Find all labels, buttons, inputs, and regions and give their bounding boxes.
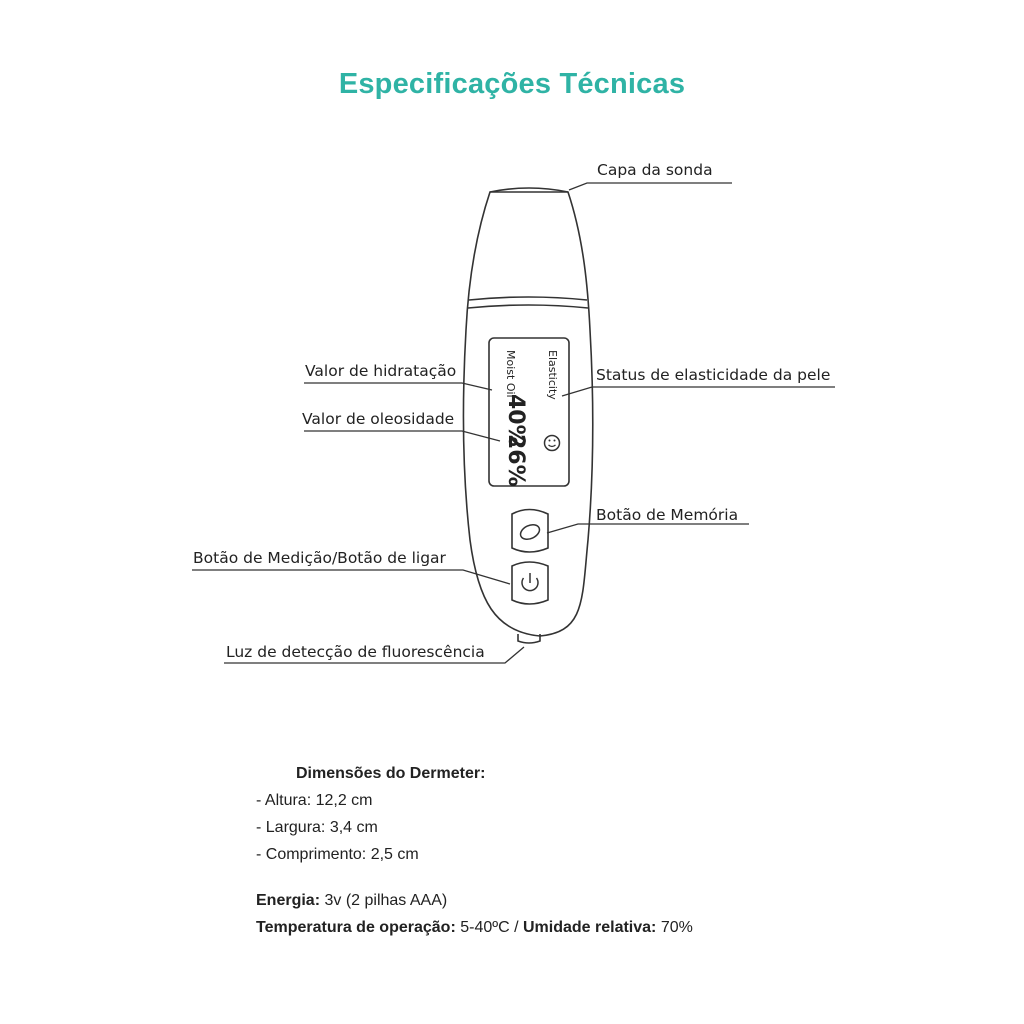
spec-humidity-label: Umidade relativa: <box>522 919 657 936</box>
specs-heading: Dimensões do Dermeter: <box>296 765 486 782</box>
label-power: Botão de Medição/Botão de ligar <box>193 549 446 567</box>
cap-band <box>469 297 587 300</box>
spec-humidity-value: 70% <box>660 919 693 936</box>
spec-item: - Altura: 12,2 cm <box>256 792 373 809</box>
spec-item: - Largura: 3,4 cm <box>256 819 378 836</box>
spec-temp-label: Temperatura de operação: <box>256 919 456 936</box>
power-button <box>512 562 548 604</box>
lcd-moist-oil-label: Moist Oil <box>504 350 517 398</box>
leader-elasticity <box>562 387 835 396</box>
page-title: Especificações Técnicas <box>338 68 686 100</box>
spec-item: - Comprimento: 2,5 cm <box>256 846 419 863</box>
cap-band-lower <box>468 305 588 308</box>
spec-temperature <box>256 914 693 941</box>
lcd-oil-value: 26% <box>503 434 528 487</box>
lcd-elasticity-label: Elasticity <box>546 350 559 400</box>
memory-button <box>512 510 548 553</box>
leader-oiliness <box>304 431 500 441</box>
leader-memory <box>547 524 749 533</box>
label-probe-cap: Capa da sonda <box>597 161 713 179</box>
leader-probe-cap <box>569 183 732 190</box>
spec-temp-value: 5-40ºC / <box>460 919 523 936</box>
label-oiliness: Valor de oleosidade <box>302 410 455 428</box>
label-light: Luz de detecção de fluorescência <box>226 643 485 661</box>
spec-energy <box>256 887 693 914</box>
lcd-moist-value: 40% <box>503 394 528 447</box>
spec-energy-value: 3v (2 pilhas AAA) <box>324 892 448 909</box>
label-hydration: Valor de hidratação <box>305 362 457 380</box>
label-elasticity: Status de elasticidade da pele <box>596 366 831 384</box>
specs-block <box>256 760 693 941</box>
label-memory: Botão de Memória <box>596 506 739 524</box>
leader-power <box>192 570 510 584</box>
spec-energy-label: Energia: <box>256 892 321 909</box>
